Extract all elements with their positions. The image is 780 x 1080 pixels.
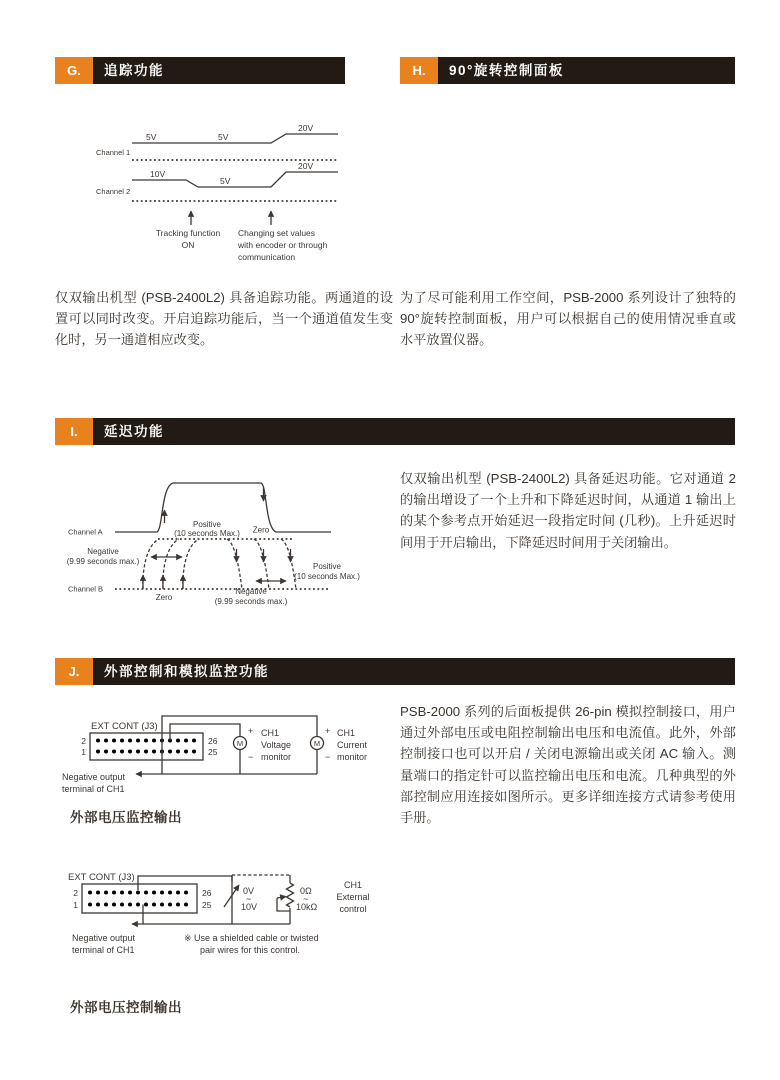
tracking-note1-line1: Tracking function: [155, 228, 221, 238]
section-g-header: [55, 57, 345, 84]
channel1-label: Channel 1: [96, 148, 131, 157]
voltage-monitor-label-2: Voltage: [261, 740, 292, 750]
voltage-monitor-label-1: CH1: [261, 728, 280, 738]
tracking-annotation-arrows: [191, 211, 271, 225]
resistor-0ohm-label: 0Ω: [300, 886, 312, 896]
section-j-body: PSB-2000 系列的后面板提供 26-pin 模拟控制接口，用户通过外部电压或电阻控制输出电压和电流值。此外，外部控制接口也可以开启 / 关闭电源输出或关闭 AC 输入。测量端口的指定针可以监控输出电压和电流。几种典型的外部控制应用连接如图所示。更多详细连接方式请参考使用手册。: [400, 704, 736, 826]
ch1-20v-label: 20V: [298, 123, 314, 133]
current-meter-plus: +: [325, 726, 331, 736]
section-i-letter: I.: [55, 418, 93, 445]
current-monitor-label-3: monitor: [337, 752, 368, 762]
circuit1-connector-label: EXT CONT (J3): [91, 721, 158, 732]
ch1-5v-label-1: 5V: [146, 132, 157, 142]
section-h-title: 90°旋转控制面板: [449, 63, 564, 78]
monitor-circuit-caption: 外部电压监控输出: [70, 810, 182, 825]
circuit1-pin-25: 25: [208, 747, 218, 757]
delay-function-diagram: [55, 461, 395, 621]
tracking-note2-line2: with encoder or through: [238, 240, 328, 250]
current-monitor-label-1: CH1: [337, 728, 356, 738]
delay-negative-left-1: Negative: [87, 547, 119, 556]
voltage-meter-minus: −: [248, 752, 254, 762]
section-g-body: 仅双输出机型 (PSB-2400L2) 具备追踪功能。两通道的设置可以同时改变。开启追踪功能后，当一个通道值发生变化时，另一通道相应改变。: [55, 290, 393, 348]
circuit2-negative-label-2: terminal of CH1: [72, 945, 135, 955]
voltage-meter-plus: +: [248, 726, 254, 736]
current-meter-minus: −: [325, 752, 331, 762]
circuit2-connector: [82, 884, 197, 913]
circuit2-connector-label: EXT CONT (J3): [68, 872, 135, 883]
tracking-note2-line1: Changing set values: [238, 228, 316, 238]
external-control-label-1: CH1: [343, 880, 363, 890]
section-i-body: 仅双输出机型 (PSB-2400L2) 具备延迟功能。它对通道 2 的输出增设了一个上升和下降延迟时间，从通道 1 输出上的某个参考点开始延迟一段指定时间 (几秒)。上升延迟时间用于开启输出，下降延迟时间用于关闭输出。: [400, 471, 736, 550]
section-g-title: 追踪功能: [104, 63, 164, 78]
external-control-label-2: External: [336, 892, 370, 902]
ch1-5v-label-2: 5V: [218, 132, 229, 142]
circuit2-pin-25: 25: [202, 900, 212, 910]
monitor-circuit-diagram: [60, 701, 380, 816]
external-control-circuit-diagram: [60, 861, 390, 966]
delay-negative-bottom-2: (9.99 seconds max.): [214, 597, 288, 606]
shielded-cable-note-2: pair wires for this control.: [200, 945, 301, 955]
voltage-meter-letter: M: [236, 738, 244, 748]
delay-positive-top-1: Positive: [192, 520, 222, 529]
ch2-5v-label: 5V: [220, 176, 231, 186]
circuit1-pin-1: 1: [81, 747, 86, 757]
delay-zero-top: Zero: [252, 525, 270, 535]
channel-a-trace: [115, 483, 331, 532]
voltage-monitor-label-3: monitor: [261, 752, 292, 762]
external-control-caption: 外部电压控制输出: [70, 1000, 182, 1015]
circuit1-negative-label-2: terminal of CH1: [62, 784, 125, 794]
section-i-title: 延迟功能: [104, 424, 164, 439]
source-tilde: ~: [246, 894, 252, 904]
section-g-letter: G.: [55, 57, 93, 84]
external-control-label-3: control: [339, 904, 367, 914]
current-meter-letter: M: [313, 738, 321, 748]
circuit2-pin-2: 2: [73, 888, 78, 898]
section-j-letter: J.: [55, 658, 93, 685]
channel-b-label: Channel B: [68, 584, 104, 594]
tracking-note1-line2: ON: [181, 240, 195, 250]
section-j-header: [55, 658, 735, 685]
section-j-title: 外部控制和模拟监控功能: [104, 664, 269, 679]
delay-positive-right-2: (10 seconds Max.): [294, 572, 360, 581]
circuit1-negative-label-1: Negative output: [62, 772, 126, 782]
circuit1-pin-2: 2: [81, 736, 86, 746]
potentiometer-symbol: [277, 883, 294, 911]
circuit2-pin-26: 26: [202, 888, 212, 898]
delay-zero-bottom: Zero: [155, 593, 173, 602]
variable-voltage-source-symbol: [224, 881, 239, 911]
circuit2-negative-label-1: Negative output: [72, 933, 136, 943]
resistor-10kohm-label: 10kΩ: [296, 902, 318, 912]
circuit2-pin-1: 1: [73, 900, 78, 910]
delay-rise-curves: [143, 539, 199, 589]
delay-positive-top-2: (10 seconds Max.): [174, 529, 240, 538]
source-0v-label: 0V: [243, 886, 255, 896]
delay-fall-curves: [227, 539, 296, 589]
channel-a-label: Channel A: [68, 527, 103, 537]
tracking-note2-line3: communication: [238, 252, 296, 262]
source-10v-label: 10V: [241, 902, 258, 912]
resistor-tilde: ~: [303, 894, 309, 904]
section-h-body: 为了尽可能利用工作空间，PSB-2000 系列设计了独特的 90°旋转控制面板，用户可以根据自己的使用情况垂直或水平放置仪器。: [400, 290, 736, 348]
delay-positive-right-1: Positive: [312, 562, 342, 571]
shielded-cable-note-1: ※ Use a shielded cable or twisted: [184, 933, 319, 943]
section-h-header: [400, 57, 735, 84]
current-monitor-label-2: Current: [337, 740, 368, 750]
tracking-waveform-diagram: [60, 112, 390, 267]
circuit1-pin-26: 26: [208, 736, 218, 746]
delay-negative-left-2: (9.99 seconds max.): [66, 557, 140, 566]
section-i-header: [55, 418, 735, 445]
channel-b-trace: [115, 539, 328, 589]
section-h-letter: H.: [400, 57, 438, 84]
ch2-20v-label: 20V: [298, 161, 314, 171]
ch2-10v-label: 10V: [150, 169, 166, 179]
circuit1-connector: [90, 733, 203, 760]
channel2-label: Channel 2: [96, 187, 131, 196]
tracking-ch1-trace: [132, 134, 338, 160]
delay-negative-bottom-1: Negative: [235, 587, 267, 596]
